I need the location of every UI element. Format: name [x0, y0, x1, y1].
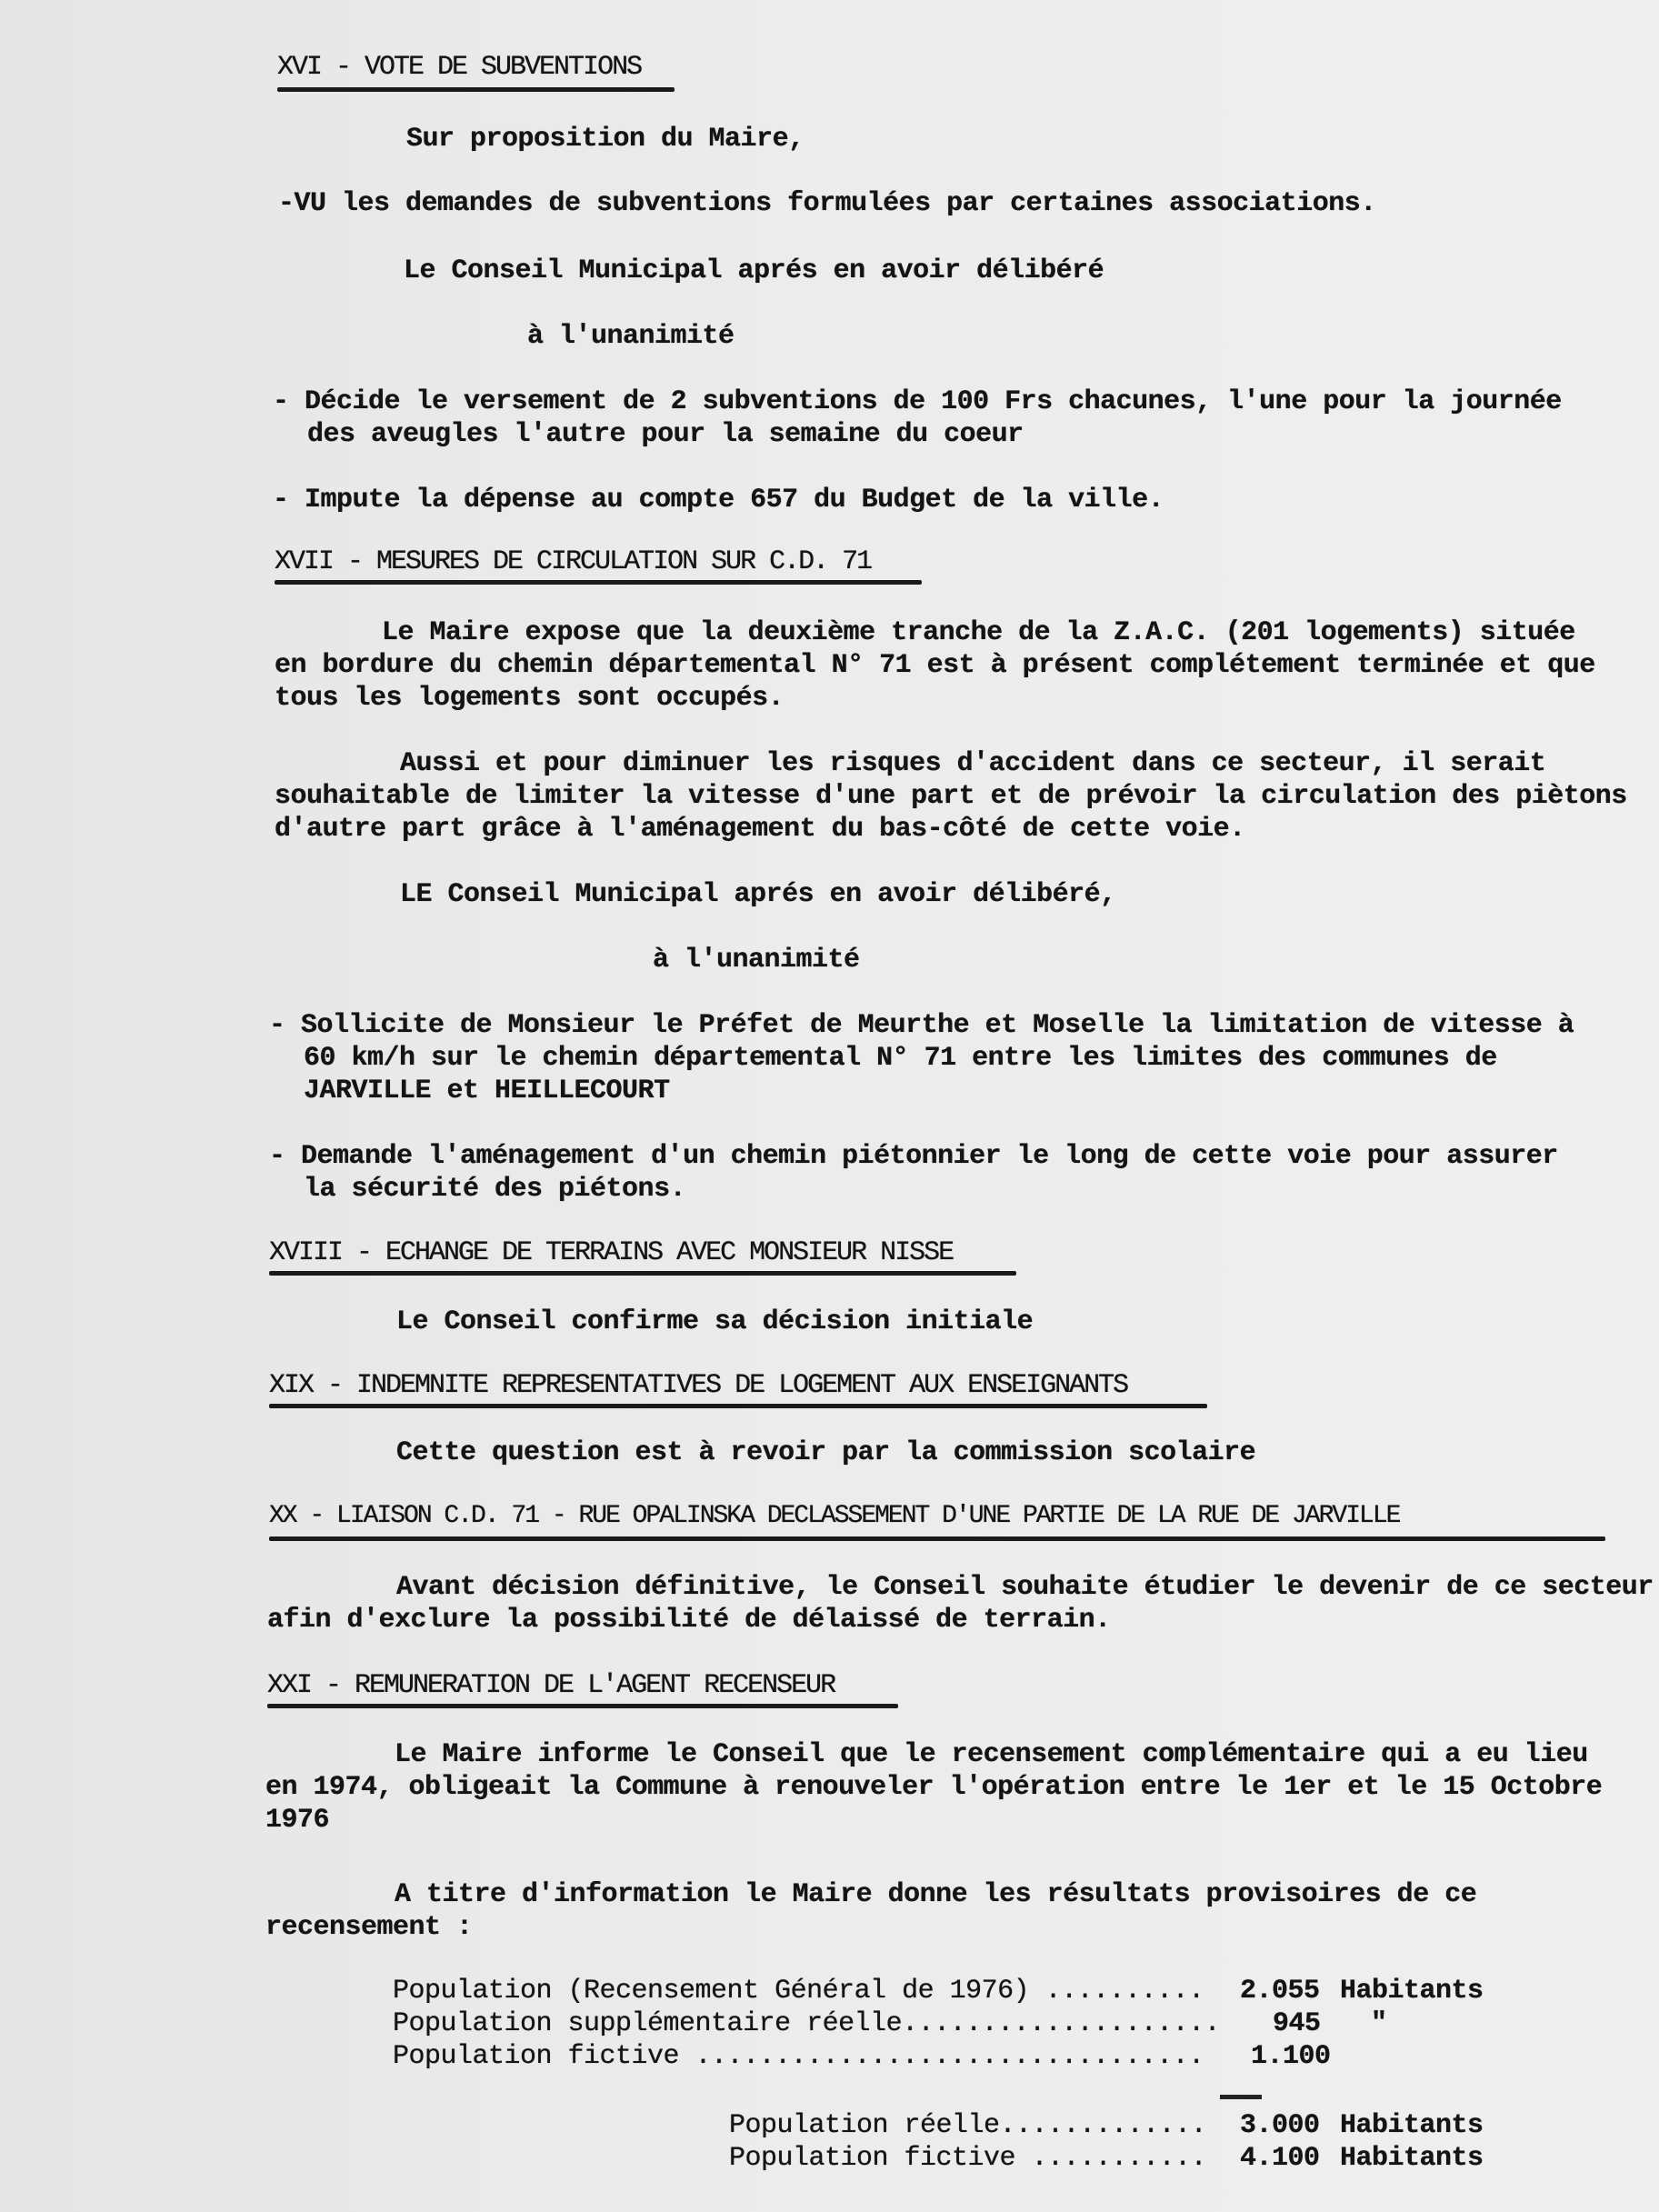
paragraph-line: JARVILLE et HEILLECOURT: [304, 1076, 670, 1106]
paragraph-line: recensement :: [265, 1912, 473, 1943]
paragraph-line: Le Maire expose que la deuxième tranche de la Z.A.C. (201 logements) située: [382, 617, 1575, 648]
paragraph-line: tous les logements sont occupés.: [275, 683, 785, 714]
paragraph-line: LE Conseil Municipal aprés en avoir délibéré,: [400, 879, 1116, 910]
section-heading-xix: XIX - INDEMNITE REPRESENTATIVES DE LOGEMENT AUX ENSEIGNANTS: [269, 1370, 1128, 1401]
heading-underline: [269, 1536, 1605, 1541]
section-heading-xvi: XVI - VOTE DE SUBVENTIONS: [277, 52, 642, 83]
paragraph-line: en 1974, obligeait la Commune à renouveler l'opération entre le 1er et le 15 Octobre: [265, 1772, 1603, 1803]
heading-underline: [269, 1404, 1207, 1408]
population-total-value: 4.100: [1240, 2143, 1320, 2174]
vote-result: à l'unanimité: [653, 945, 860, 976]
paragraph-line: -VU les demandes de subventions formulées par certaines associations.: [278, 188, 1376, 219]
heading-underline: [277, 87, 675, 92]
population-row-value: 945: [1273, 2008, 1321, 2039]
section-heading-xviii: XVIII - ECHANGE DE TERRAINS AVEC MONSIEUR NISSE: [269, 1237, 954, 1268]
heading-underline: [275, 580, 922, 585]
population-row-label: Population supplémentaire réelle....................: [393, 2008, 1221, 2039]
section-heading-xx: XX - LIAISON C.D. 71 - RUE OPALINSKA DECLASSEMENT D'UNE PARTIE DE LA RUE DE JARVILLE: [269, 1502, 1400, 1530]
paragraph-line: 1976: [265, 1805, 330, 1836]
paragraph-line: A titre d'information le Maire donne les résultats provisoires de ce: [395, 1879, 1477, 1910]
paragraph-line: - Impute la dépense au compte 657 du Budget de la ville.: [273, 485, 1164, 515]
population-total-unit: Habitants: [1340, 2143, 1484, 2174]
section-heading-xxi: XXI - REMUNERATION DE L'AGENT RECENSEUR: [267, 1670, 835, 1701]
paragraph-line: souhaitable de limiter la vitesse d'une part et de prévoir la circulation des piètons: [275, 781, 1627, 812]
population-row-value: 1.100: [1251, 2041, 1331, 2072]
population-total-label: Population fictive ...........: [729, 2143, 1207, 2174]
paragraph-line: la sécurité des piétons.: [304, 1174, 686, 1205]
sum-rule: [1220, 2095, 1262, 2099]
paragraph-line: Le Conseil confirme sa décision initiale: [396, 1306, 1034, 1337]
vote-result: à l'unanimité: [527, 321, 735, 352]
population-total-value: 3.000: [1240, 2110, 1320, 2141]
paragraph-line: afin d'exclure la possibilité de délaissé de terrain.: [267, 1605, 1111, 1636]
population-row-value: 2.055: [1240, 1976, 1320, 2007]
paragraph-line: 60 km/h sur le chemin départemental N° 71 entre les limites des communes de: [304, 1043, 1497, 1074]
heading-underline: [267, 1704, 898, 1708]
paragraph-line: d'autre part grâce à l'aménagement du bas-côté de cette voie.: [275, 814, 1245, 845]
population-row-label: Population (Recensement Général de 1976) ..........: [393, 1976, 1204, 2007]
paragraph-line: - Demande l'aménagement d'un chemin piétonnier le long de cette voie pour assurer: [269, 1141, 1558, 1172]
paragraph-line: Avant décision définitive, le Conseil souhaite étudier le devenir de ce secteur: [396, 1572, 1654, 1603]
paragraph-line: Aussi et pour diminuer les risques d'accident dans ce secteur, il serait: [400, 748, 1546, 779]
population-total-unit: Habitants: [1340, 2110, 1484, 2141]
population-row-unit: Habitants: [1340, 1976, 1484, 2007]
paragraph-line: Le Conseil Municipal aprés en avoir délibéré: [404, 255, 1104, 286]
paragraph-line: Le Maire informe le Conseil que le recensement complémentaire qui a eu lieu: [395, 1739, 1588, 1770]
paragraph-line: des aveugles l'autre pour la semaine du coeur: [307, 419, 1024, 450]
heading-underline: [269, 1271, 1016, 1276]
paragraph-line: - Décide le versement de 2 subventions de 100 Frs chacunes, l'une pour la journée: [273, 386, 1562, 417]
population-total-label: Population réelle.............: [729, 2110, 1207, 2141]
paragraph-line: en bordure du chemin départemental N° 71 est à présent complétement terminée et que: [275, 650, 1595, 681]
population-row-label: Population fictive ................................: [393, 2041, 1204, 2072]
paragraph-line: Cette question est à revoir par la commission scolaire: [396, 1437, 1256, 1468]
section-heading-xvii: XVII - MESURES DE CIRCULATION SUR C.D. 71: [275, 546, 872, 577]
population-row-unit: ": [1371, 2008, 1387, 2039]
paragraph-line: - Sollicite de Monsieur le Préfet de Meurthe et Moselle la limitation de vitesse à: [269, 1010, 1574, 1041]
paragraph-line: Sur proposition du Maire,: [406, 124, 805, 155]
